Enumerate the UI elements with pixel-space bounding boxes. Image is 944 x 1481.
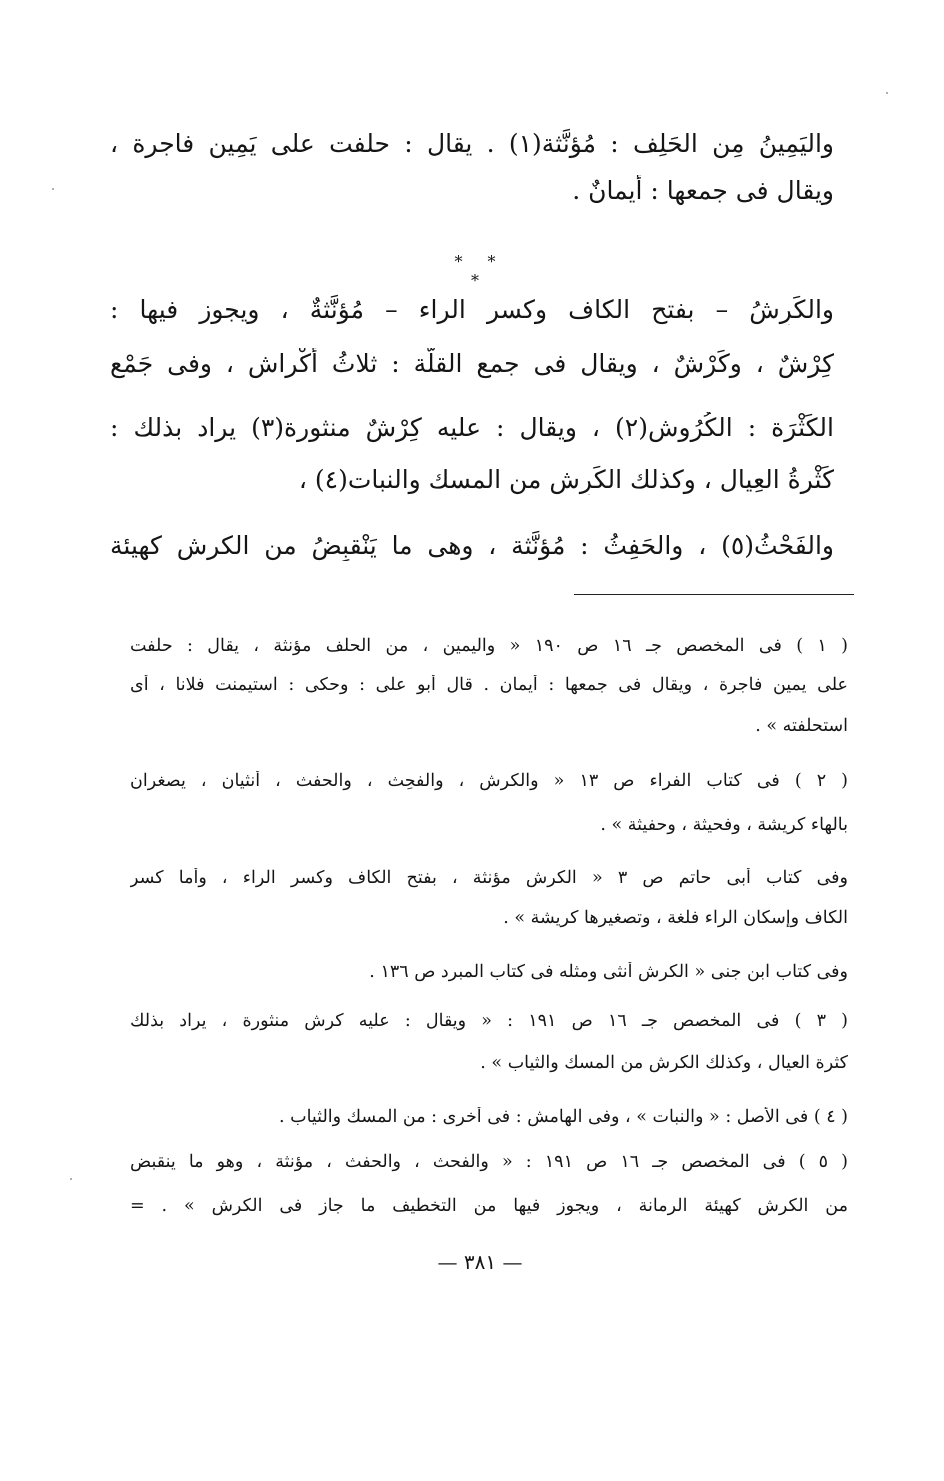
footnote-line-13: من الكرش كهيئة الرمانة ، ويجوز فيها من التخطيف ما جاز فى الكرش » . = xyxy=(130,1196,848,1216)
main-text-line-4: كِرْشٌ ، وكَرْشٌ ، ويقال فى جمع القلَّة : ثلاثُ أكْراشٍ ، وفى جَمْع xyxy=(110,349,834,378)
footnote-line-6: وفى كتاب أبى حاتم ص ٣ « الكرش مؤنثة ، بفتح الكاف وكسر الراء ، وأما كسر xyxy=(130,868,848,888)
scan-speck xyxy=(886,92,888,94)
footnote-line-8: وفى كتاب ابن جنى « الكرش أنثى ومثله فى كتاب المبرد ص ١٣٦ . xyxy=(369,962,848,982)
scan-speck xyxy=(52,188,54,190)
main-text-line-2: ويقال فى جمعها : أيمانٌ . xyxy=(572,176,834,205)
footnote-line-5: بالهاء كريشة ، وفحيثة ، وحفيثة » . xyxy=(600,815,848,835)
footnote-line-4: ( ٢ ) فى كتاب الفراء ص ١٣ « والكرش ، والفحِث ، والحفث ، أُنثيان ، يصغران xyxy=(130,771,848,791)
section-separator: * * * xyxy=(454,252,506,290)
main-text-line-7: والفَحْثُ(٥) ، والحَفِثُ : مُؤنَّثة ، وهى ما يَنْقبِضُ من الكرش كهيئة xyxy=(110,531,834,560)
page-number: — ٣٨١ — xyxy=(437,1250,523,1274)
footnote-line-7: الكاف وإسكان الراء فلغة ، وتصغيرها كريشة » . xyxy=(503,908,848,928)
footnote-line-9: ( ٣ ) فى المخصص جـ ١٦ ص ١٩١ : « ويقال : عليه كرش منثورة ، يراد بذلك xyxy=(130,1011,848,1031)
scan-speck xyxy=(70,1178,72,1180)
footnote-line-12: ( ٥ ) فى المخصص جـ ١٦ ص ١٩١ : « والفحث ، والحفث ، مؤنثة ، وهو ما ينقبض xyxy=(130,1152,848,1172)
footnote-line-3: استحلفته » . xyxy=(755,716,848,736)
main-text-line-6: كَثْرةُ العِيال ، وكذلك الكَرِش من المسك والنبات(٤) ، xyxy=(298,465,834,494)
main-text-line-1: واليَمِينُ مِن الحَلِف : مُؤنَّثة(١) . يقال : حلفت على يَمِينٍ فاجرة ، xyxy=(110,129,834,158)
footnote-line-10: كثرة العيال ، وكذلك الكرش من المسك والثياب » . xyxy=(480,1053,848,1073)
main-text-line-5: الكَثْرَة : الكُرُوش(٢) ، ويقال : عليه كِرْشٌ منثورة(٣) يراد بذلك : xyxy=(110,413,834,442)
footnote-line-2: على يمين فاجرة ، ويقال فى جمعها : أيمان . قال أبو على : وحكى : استيمنت فلانا ، أى xyxy=(130,675,848,695)
footnote-line-11: ( ٤ ) فى الأصل : « والنبات » ، وفى الهامش : فى أُخرى : من المسك والثياب . xyxy=(278,1107,848,1127)
footnote-line-1: ( ١ ) فى المخصص جـ ١٦ ص ١٩٠ « واليمين ، من الحلف مؤنثة ، يقال : حلفت xyxy=(130,636,848,656)
footnote-divider xyxy=(574,594,854,595)
main-text-line-3: والكَرِشُ – بفتح الكاف وكسر الراء – مُؤنَّثةٌ ، ويجوز فيها : xyxy=(110,295,834,324)
